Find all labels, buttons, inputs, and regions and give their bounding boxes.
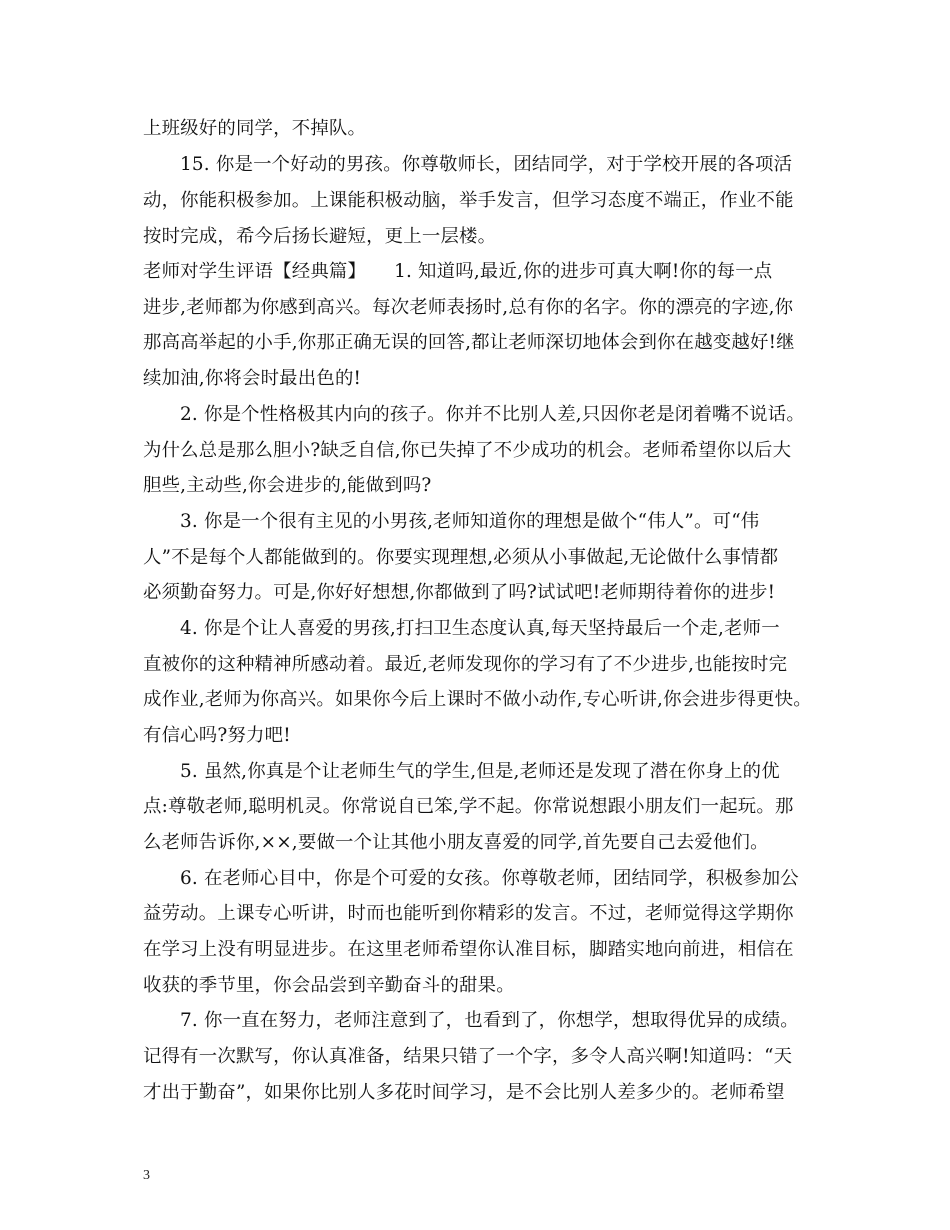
text-line: 必须勤奋努力。可是,你好好想想,你都做到了吗?试试吧!老师期待着你的进步! — [143, 582, 776, 603]
text-line: 进步,老师都为你感到高兴。每次老师表扬时,总有你的名字。你的漂亮的字迹,你 — [143, 297, 794, 318]
page-number: 3 — [143, 1168, 150, 1183]
text-line: 上班级好的同学，不掉队。 — [143, 118, 367, 139]
text-line: 胆些,主动些,你会进步的,能做到吗? — [143, 475, 432, 496]
text-line: 5. 虽然,你真是个让老师生气的学生,但是,老师还是发现了潜在你身上的优 — [180, 761, 780, 782]
text-line: 续加油,你将会时最出色的! — [143, 368, 362, 389]
text-line: 15. 你是一个好动的男孩。你尊敬师长，团结同学，对于学校开展的各项活 — [180, 154, 793, 175]
text-line: 么老师告诉你,××,要做一个让其他小朋友喜爱的同学,首先要自己去爱他们。 — [143, 832, 769, 853]
text-line: 按时完成，希今后扬长避短，更上一层楼。 — [143, 226, 497, 247]
text-line: 6. 在老师心目中，你是个可爱的女孩。你尊敬老师，团结同学，积极参加公 — [180, 868, 799, 889]
text-line: 收获的季节里，你会品尝到辛勤奋斗的甜果。 — [143, 975, 515, 996]
text-line: 才出于勤奋”，如果你比别人多花时间学习，是不会比别人差多少的。老师希望 — [143, 1082, 785, 1103]
text-line: 为什么总是那么胆小?缺乏自信,你已失掉了不少成功的机会。老师希望你以后大 — [143, 440, 792, 461]
text-line: 人”不是每个人都能做到的。你要实现理想,必须从小事做起,无论做什么事情都 — [143, 547, 779, 568]
text-line: 在学习上没有明显进步。在这里老师希望你认准目标，脚踏实地向前进，相信在 — [143, 939, 794, 960]
text-line: 2. 你是个性格极其内向的孩子。你并不比别人差,只因你老是闭着嘴不说话。 — [180, 404, 805, 425]
text-line: 记得有一次默写，你认真准备，结果只错了一个字，多令人高兴啊!知道吗：“天 — [143, 1046, 793, 1067]
text-line: 7. 你一直在努力，老师注意到了，也看到了，你想学，想取得优异的成绩。 — [180, 1010, 799, 1031]
text-line: 益劳动。上课专心听讲，时而也能听到你精彩的发言。不过，老师觉得这学期你 — [143, 903, 794, 924]
text-line: 老师对学生评语【经典篇】 1. 知道吗,最近,你的进步可真大啊!你的每一点 — [143, 261, 773, 282]
text-line: 4. 你是个让人喜爱的男孩,打扫卫生态度认真,每天坚持最后一个走,老师一 — [180, 618, 780, 639]
text-line: 动，你能积极参加。上课能积极动脑，举手发言，但学习态度不端正，作业不能 — [143, 190, 794, 211]
text-line: 直被你的这种精神所感动着。最近,老师发现你的学习有了不少进步,也能按时完 — [143, 654, 788, 675]
text-line: 那高高举起的小手,你那正确无误的回答,都让老师深切地体会到你在越变越好!继 — [143, 332, 795, 353]
text-line: 3. 你是一个很有主见的小男孩,老师知道你的理想是做个“伟人”。可“伟 — [180, 511, 760, 532]
text-line: 成作业,老师为你高兴。如果你今后上课时不做小动作,专心听讲,你会进步得更快。 — [143, 689, 812, 710]
text-line: 点:尊敬老师,聪明机灵。你常说自已笨,学不起。你常说想跟小朋友们一起玩。那 — [143, 796, 794, 817]
text-line: 有信心吗?努力吧! — [143, 725, 291, 746]
